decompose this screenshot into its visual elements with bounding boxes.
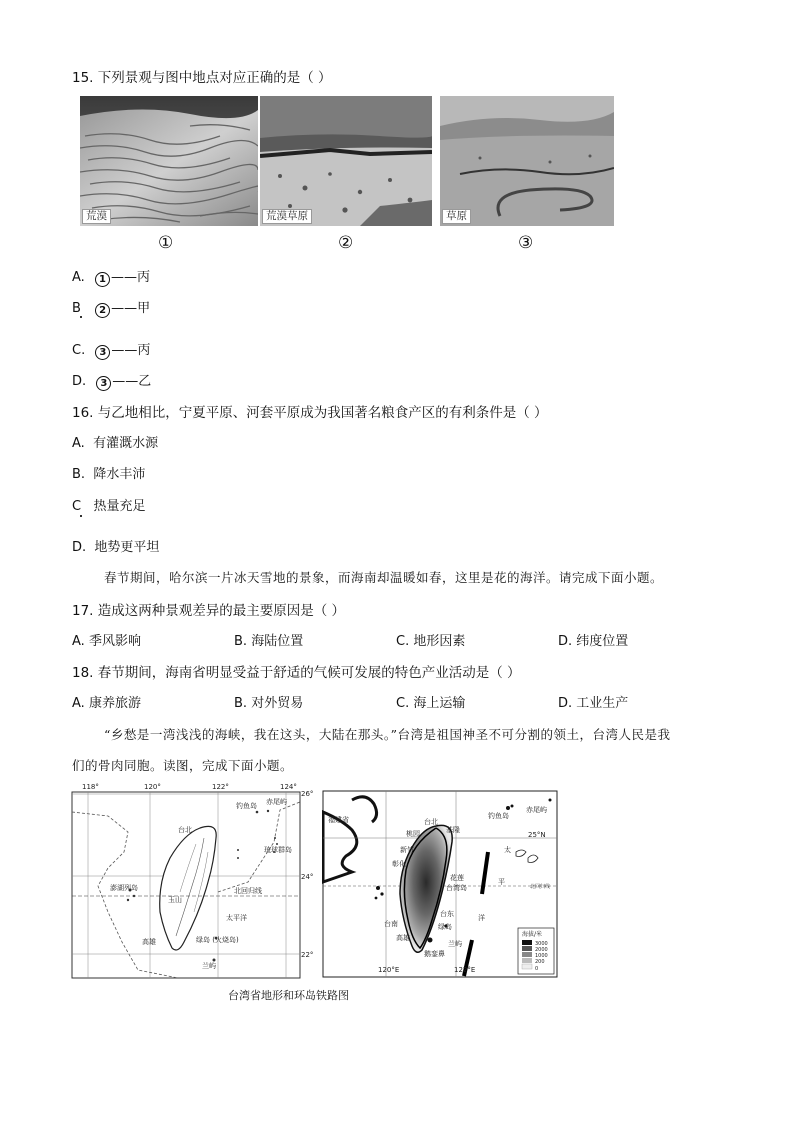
- label-lanyu: 兰屿: [448, 940, 462, 948]
- photo-desert-steppe: [260, 96, 432, 226]
- label-tainan: 台南: [384, 920, 398, 928]
- option-text: 海上运输: [413, 696, 466, 711]
- label-taidong: 台东: [440, 910, 454, 918]
- option-text: 有灌溉水源: [93, 436, 159, 451]
- q18-option-d[interactable]: [558, 692, 628, 711]
- q18-option-a[interactable]: [72, 692, 141, 711]
- legend-1000: 1000: [535, 953, 548, 959]
- lat-tick-22: 22°: [301, 951, 314, 959]
- option-letter: C.: [72, 343, 86, 358]
- q18-option-c[interactable]: [396, 692, 465, 711]
- label-zhanghua: 彰化: [392, 860, 406, 868]
- label-diaoyu: 钓鱼岛: [488, 812, 509, 820]
- circled-number: 3: [96, 376, 111, 391]
- label-beihui: 北回归线: [234, 887, 262, 895]
- q15-option-a[interactable]: [72, 266, 150, 287]
- option-text: ——丙: [111, 343, 151, 358]
- label-lanyu: 兰屿: [202, 962, 216, 970]
- photo-desert: [80, 96, 258, 226]
- q17-option-b[interactable]: [234, 630, 303, 649]
- map-taiwan-outline: [68, 782, 314, 984]
- q16-option-a[interactable]: [72, 432, 158, 451]
- option-text: ——丙: [110, 270, 150, 285]
- photo-steppe: [440, 96, 614, 226]
- q15-option-c[interactable]: [72, 339, 150, 360]
- option-letter: B.: [234, 696, 248, 711]
- legend-title: 海拔/米: [522, 931, 543, 938]
- label-taipingyang: 太平洋: [226, 914, 247, 922]
- q16-option-c[interactable]: [72, 495, 146, 514]
- label-hualian: 花莲: [450, 874, 464, 882]
- photo-number-2: ②: [338, 233, 354, 253]
- option-text: 地势更平坦: [94, 540, 160, 555]
- lat-tick-26: 26°: [301, 790, 314, 798]
- label-chiwei: 赤尾屿: [526, 806, 547, 814]
- label-taibei: 台北: [178, 826, 192, 834]
- q16-option-b[interactable]: [72, 463, 145, 482]
- map-taiwan-relief-railway: [322, 790, 558, 978]
- photo-label-desert-steppe: 荒漠草原: [262, 209, 312, 224]
- q18-option-b[interactable]: [234, 692, 303, 711]
- lon-tick-120: 120°: [144, 783, 161, 791]
- circled-number: 1: [95, 272, 110, 287]
- option-letter: A.: [72, 436, 85, 451]
- q16-option-d[interactable]: [72, 536, 159, 555]
- lon-tick-122: 122°: [212, 783, 229, 791]
- label-yang: 洋: [478, 914, 485, 922]
- label-xinzhu: 新竹: [400, 846, 414, 854]
- label-gaoxiong: 高雄: [396, 934, 410, 942]
- option-text: 康养旅游: [88, 696, 141, 711]
- label-ping: 平: [498, 878, 505, 886]
- label-taoyuan: 桃园: [406, 830, 420, 838]
- option-letter: C.: [396, 634, 410, 649]
- label-lon120: 120°E: [378, 966, 400, 974]
- photo-number-3: ③: [518, 233, 534, 253]
- passage-taiwan-line1: “乡愁是一湾浅浅的海峡，我在这头，大陆在那头。”台湾是祖国神圣不可分割的领土，台湾人民是我: [104, 727, 671, 742]
- option-text: 季风影响: [88, 634, 141, 649]
- label-gaoxiong: 高雄: [142, 938, 156, 946]
- label-penghu: 澎湖列岛: [110, 884, 138, 892]
- passage-taiwan-line2: 们的骨肉同胞。读图，完成下面小题。: [72, 758, 294, 773]
- legend-2000: 2000: [535, 947, 548, 953]
- option-letter: D.: [558, 634, 573, 649]
- q17-stem: 17. 造成这两种景观差异的最主要原因是（ ）: [72, 603, 346, 619]
- label-eluanbi: 鹅銮鼻: [424, 950, 445, 958]
- q15-option-d[interactable]: [72, 370, 151, 391]
- label-ludao: 绿岛: [438, 923, 452, 931]
- option-text: 工业生产: [576, 696, 629, 711]
- option-letter: D.: [558, 696, 573, 711]
- lat-tick-24: 24°: [301, 873, 314, 881]
- lon-tick-124: 124°: [280, 783, 297, 791]
- q18-stem: 18. 春节期间，海南省明显受益于舒适的气候可发展的特色产业活动是（ ）: [72, 665, 521, 681]
- map-caption: 台湾省地形和环岛铁路图: [228, 989, 349, 1002]
- q17-option-d[interactable]: [558, 630, 628, 649]
- label-ludao: 绿岛 (火烧岛): [196, 936, 239, 944]
- circled-number: 2: [95, 303, 110, 318]
- label-liuqiu: 琉球群岛: [264, 846, 292, 854]
- q15-stem: 15. 下列景观与图中地点对应正确的是（ ）: [72, 70, 332, 86]
- photo-label-desert: 荒漠: [82, 209, 111, 224]
- label-yushan: 玉山: [168, 896, 182, 904]
- passage-spring-festival: 春节期间，哈尔滨一片冰天雪地的景象，而海南却温暖如春，这里是花的海洋。请完成下面小题。: [104, 570, 664, 585]
- photo-number-1: ①: [158, 233, 174, 253]
- label-jilong: 基隆: [446, 826, 460, 834]
- legend-200: 200: [535, 959, 545, 965]
- label-diaoyu: 钓鱼岛: [236, 802, 257, 810]
- option-letter: C: [72, 499, 82, 514]
- option-text: 热量充足: [93, 499, 146, 514]
- photo-label-steppe: 草原: [442, 209, 471, 224]
- option-letter: A.: [72, 634, 85, 649]
- label-chiwei: 赤尾屿: [266, 798, 287, 806]
- label-taibei: 台北: [424, 818, 438, 826]
- option-letter: D.: [72, 540, 87, 555]
- option-text: ——甲: [111, 301, 151, 316]
- option-letter: B.: [234, 634, 248, 649]
- option-letter: A.: [72, 696, 85, 711]
- option-text: 降水丰沛: [93, 467, 146, 482]
- q15-option-b[interactable]: [72, 297, 150, 318]
- option-letter: D.: [72, 374, 87, 389]
- legend-0: 0: [535, 966, 539, 972]
- label-lat25: 25°N: [528, 831, 546, 839]
- label-fujian: 福建省: [328, 816, 349, 824]
- label-taiwandao: 台湾岛: [446, 884, 467, 892]
- option-text: 海陆位置: [251, 634, 304, 649]
- q16-stem: 16. 与乙地相比，宁夏平原、河套平原成为我国著名粮食产区的有利条件是（ ）: [72, 405, 548, 421]
- q17-option-a[interactable]: [72, 630, 141, 649]
- q17-option-c[interactable]: [396, 630, 465, 649]
- elevation-legend: [518, 928, 554, 974]
- legend-3000: 3000: [535, 941, 548, 947]
- option-letter: B.: [72, 467, 86, 482]
- circled-number: 3: [95, 345, 110, 360]
- option-letter: B: [72, 301, 81, 316]
- option-text: 地形因素: [413, 634, 466, 649]
- stray-dot: [80, 316, 82, 318]
- label-lon122: 122°E: [454, 966, 476, 974]
- label-tropic: 北回归线: [530, 884, 551, 890]
- option-letter: C.: [396, 696, 410, 711]
- stray-dot: [80, 515, 82, 517]
- option-text: 对外贸易: [251, 696, 304, 711]
- lon-tick-118: 118°: [82, 783, 99, 791]
- label-tai: 太: [504, 846, 511, 854]
- option-letter: A.: [72, 270, 85, 285]
- option-text: ——乙: [112, 374, 152, 389]
- option-text: 纬度位置: [576, 634, 629, 649]
